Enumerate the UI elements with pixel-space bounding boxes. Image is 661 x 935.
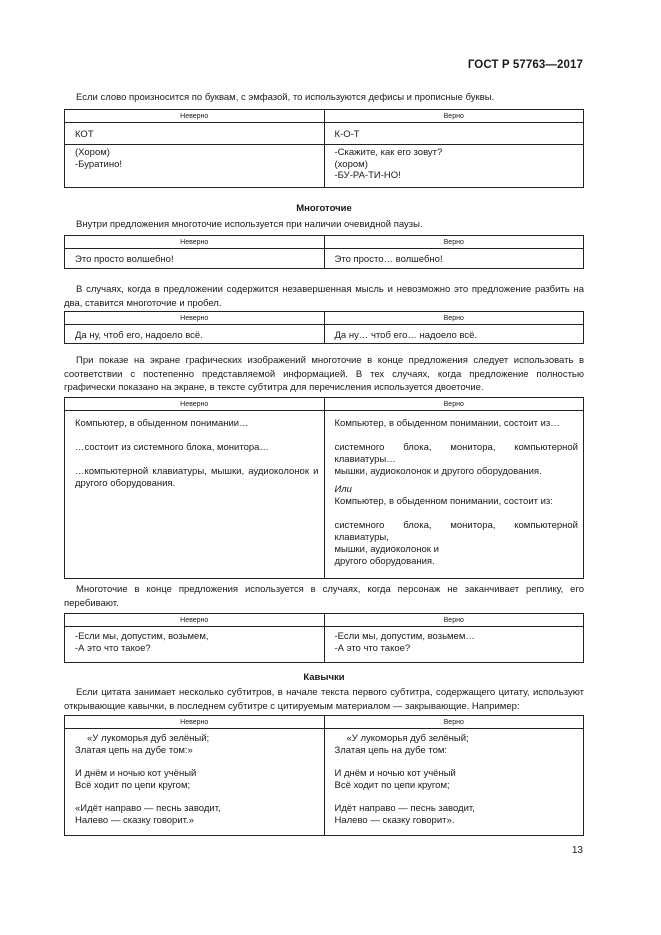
column-header-wrong: Неверно xyxy=(65,110,325,123)
cell-right: Компьютер, в обыденном понимании, состоит из… системного блока, монитора, компьютерной клавиатуры… мышки, аудиоколонок и другого оборудования. Или Компьютер, в обыденном понимании, состоит из: системного блока, монитора, компьютерной клавиатуры, мышки, аудиоколонок и другого оборудования. xyxy=(324,411,584,579)
column-header-right: Верно xyxy=(324,312,584,325)
column-header-right: Верно xyxy=(324,110,584,123)
cell-wrong: «У лукоморья дуб зелёный; Златая цепь на дубе том:» И днём и ночью кот учёный Всё ходит по цепи кругом; «Идёт направо — песнь заводит, Налево — сказку говорит.» xyxy=(65,729,325,836)
table-quotes xyxy=(64,715,584,836)
cell-wrong: (Хором) -Буратино! xyxy=(65,145,325,188)
paragraph-quotes: Если цитата занимает несколько субтитров, в начале текста первого субтитра, содержащего цитату, используют открывающие кавычки, в последнем субтитре с цитируемым материалом — закрывающие. Например: xyxy=(64,687,584,712)
cell-right: Да ну… чтоб его… надоело всё. xyxy=(324,325,584,344)
column-header-wrong: Неверно xyxy=(65,236,325,249)
cell-wrong: -Если мы, допустим, возьмем, -А это что такое? xyxy=(65,627,325,663)
table-unfinished xyxy=(64,311,584,344)
cell-wrong: Компьютер, в обыденном понимании… …состоит из системного блока, монитора… …компьютерной клавиатуры, мышки, аудиоколонок и другого оборудования. xyxy=(65,411,325,579)
column-header-right: Верно xyxy=(324,398,584,411)
column-header-right: Верно xyxy=(324,716,584,729)
cell-right: Это просто… волшебно! xyxy=(324,249,584,269)
section-heading: Многоточие xyxy=(296,203,352,214)
cell-wrong: Это просто волшебно! xyxy=(65,249,325,269)
cell-right: -Если мы, допустим, возьмем… -А это что такое? xyxy=(324,627,584,663)
section-heading: Кавычки xyxy=(303,672,345,683)
paragraph-spelling: Если слово произносится по буквам, с эмфазой, то используются дефисы и прописные буквы. xyxy=(76,92,495,103)
cell-wrong: КОТ xyxy=(65,123,325,145)
column-header-wrong: Неверно xyxy=(65,312,325,325)
column-header-right: Верно xyxy=(324,614,584,627)
paragraph-pause: Внутри предложения многоточие используется при наличии очевидной паузы. xyxy=(76,219,423,230)
column-header-wrong: Неверно xyxy=(65,614,325,627)
paragraph-graphics: При показе на экране графических изображений многоточие в конце предложения следует использовать в соответствии с постепенно представляемой информацией. В тех случаях, когда предложение полностью графически показано на экране, в тексте субтитра для перечисления используется двоеточие. xyxy=(64,355,584,393)
column-header-right: Верно xyxy=(324,236,584,249)
column-header-wrong: Неверно xyxy=(65,716,325,729)
page-number: 13 xyxy=(571,845,583,856)
paragraph-unfinished: В случаях, когда в предложении содержится незавершенная мысль и невозможно это предложение разбить на два, ставится многоточие и пробел. xyxy=(64,284,584,309)
cell-right: «У лукоморья дуб зелёный; Златая цепь на дубе том: И днём и ночью кот учёный Всё ходит по цепи кругом; Идёт направо — песнь заводит, Налево — сказку говорит». xyxy=(324,729,584,836)
document-code-header: ГОСТ Р 57763—2017 xyxy=(467,59,583,71)
table-interrupted xyxy=(64,613,584,663)
column-header-wrong: Неверно xyxy=(65,398,325,411)
paragraph-interrupted: Многоточие в конце предложения используется в случаях, когда персонаж не заканчивает реплику, его перебивают. xyxy=(64,584,584,609)
cell-wrong: Да ну, чтоб его, надоело всё. xyxy=(65,325,325,344)
table-graphics xyxy=(64,397,584,579)
cell-right: К-О-Т xyxy=(324,123,584,145)
table-pause xyxy=(64,235,584,269)
table-spelling xyxy=(64,109,584,188)
cell-right: -Скажите, как его зовут? (хором) -БУ-РА-ТИ-НО! xyxy=(324,145,584,188)
